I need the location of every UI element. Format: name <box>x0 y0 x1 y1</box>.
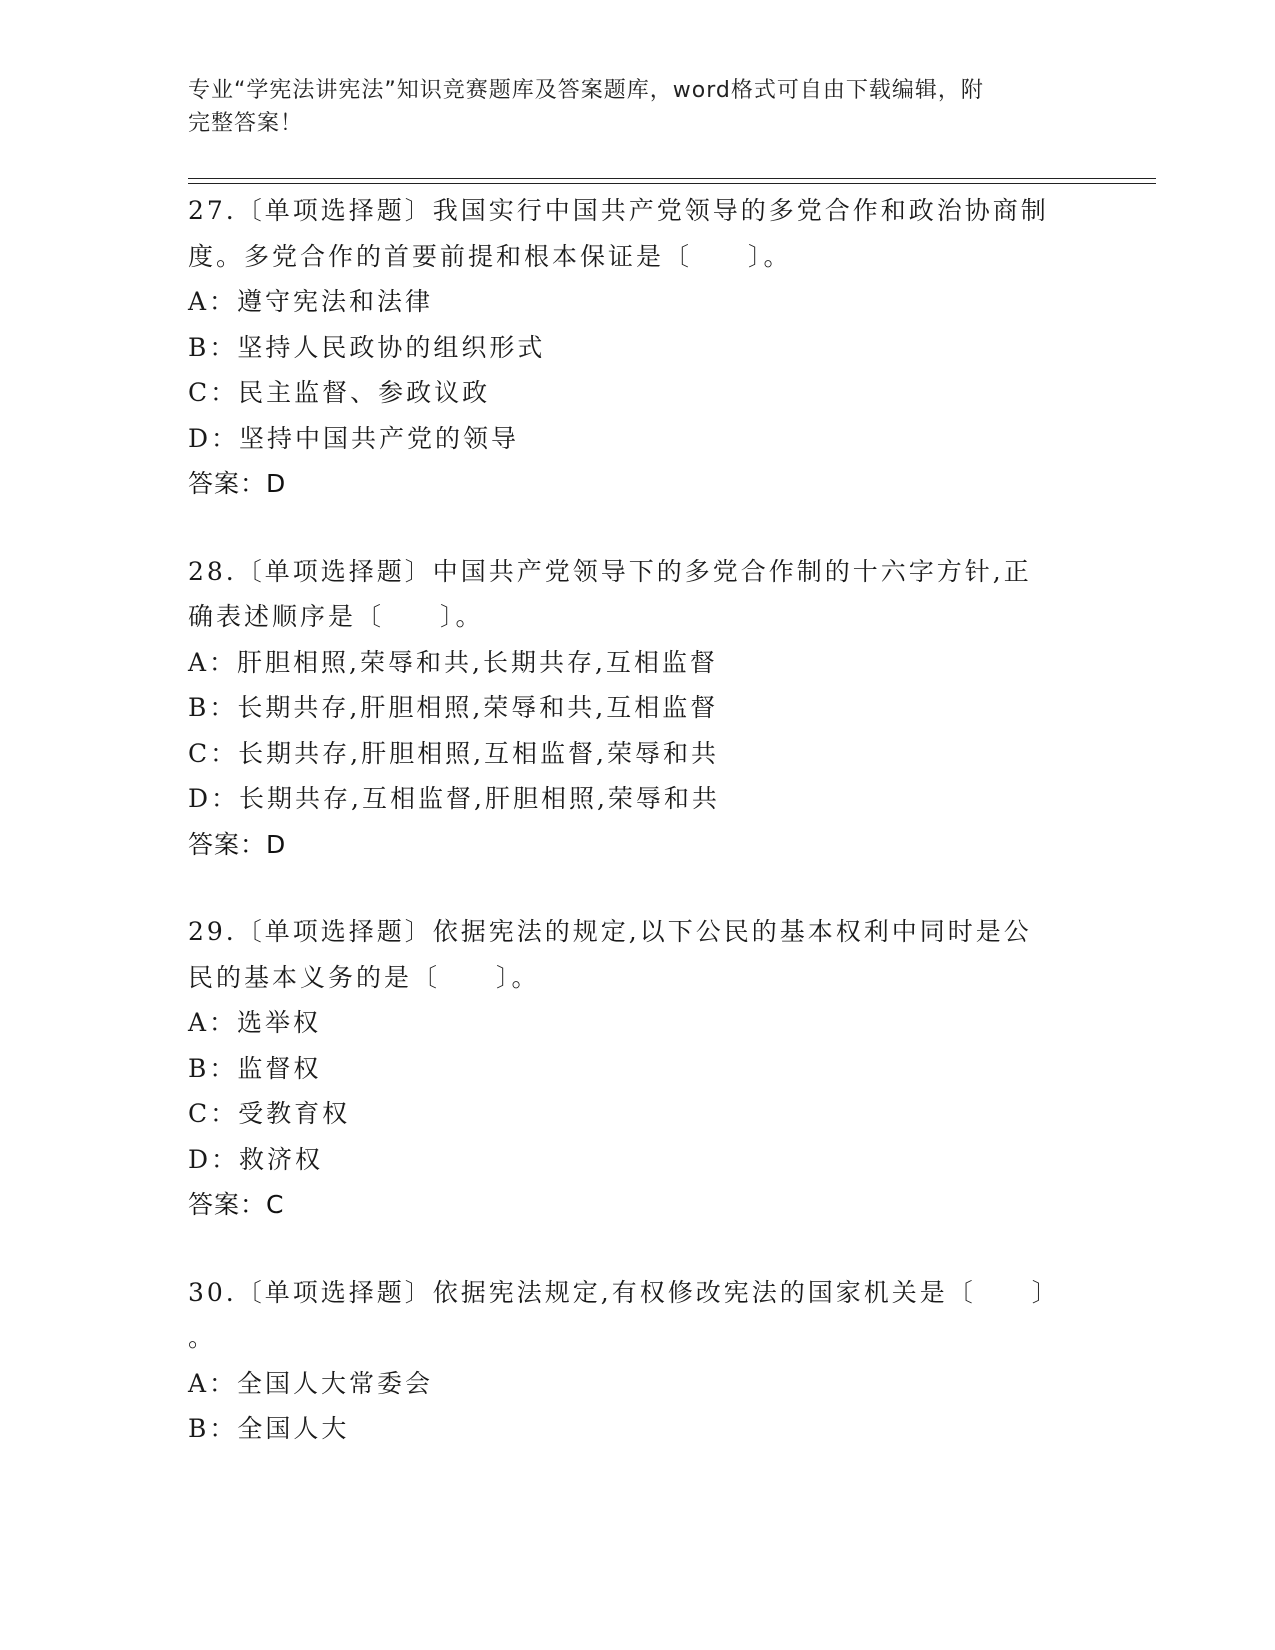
question-stem-line-1: 29.〔单项选择题〕依据宪法的规定,以下公民的基本权利中同时是公 <box>188 917 1032 946</box>
option-b: B：全国人大 <box>188 1414 350 1443</box>
option-c: C：长期共存,肝胆相照,互相监督,荣辱和共 <box>188 738 719 768</box>
option-d: D：救济权 <box>188 1144 324 1174</box>
header-line-1: 专业“学宪法讲宪法”知识竞赛题库及答案题库，word格式可自由下载编辑，附 <box>188 78 984 103</box>
option-d: D：长期共存,互相监督,肝胆相照,荣辱和共 <box>188 784 720 813</box>
answer: 答案：D <box>188 829 287 859</box>
option-a: A：全国人大常委会 <box>188 1368 434 1398</box>
question-stem-line-1: 30.〔单项选择题〕依据宪法规定,有权修改宪法的国家机关是〔 〕 <box>188 1277 1060 1307</box>
question-list <box>188 188 1088 1452</box>
option-a: A：选举权 <box>188 1008 322 1037</box>
document-header <box>188 74 1088 140</box>
option-b: B：坚持人民政协的组织形式 <box>188 332 546 362</box>
answer: 答案：D <box>188 469 287 498</box>
question-stem-line-1: 27.〔单项选择题〕我国实行中国共产党领导的多党合作和政治协商制 <box>188 196 1049 225</box>
question-28 <box>188 549 1088 868</box>
header-line-2: 完整答案！ <box>188 111 304 136</box>
header-divider-bottom <box>188 183 1156 184</box>
question-stem-line-2: 民的基本义务的是〔 〕。 <box>188 962 540 992</box>
question-stem-line-2: 确表述顺序是〔 〕。 <box>188 602 484 631</box>
question-stem-line-2: 。 <box>188 1323 217 1352</box>
option-c: C：民主监督、参政议政 <box>188 378 491 407</box>
answer: 答案：C <box>188 1190 285 1219</box>
option-d: D：坚持中国共产党的领导 <box>188 423 520 453</box>
question-30 <box>188 1270 1088 1452</box>
question-stem-line-2: 度。多党合作的首要前提和根本保证是〔 〕。 <box>188 241 792 271</box>
option-a: A：遵守宪法和法律 <box>188 287 434 316</box>
question-stem-line-1: 28.〔单项选择题〕中国共产党领导下的多党合作制的十六字方针,正 <box>188 556 1032 586</box>
option-b: B：监督权 <box>188 1053 322 1083</box>
question-29 <box>188 909 1088 1228</box>
question-27 <box>188 188 1088 507</box>
option-a: A：肝胆相照,荣辱和共,长期共存,互相监督 <box>188 647 718 677</box>
option-c: C：受教育权 <box>188 1099 351 1128</box>
option-b: B：长期共存,肝胆相照,荣辱和共,互相监督 <box>188 693 719 722</box>
header-divider-top <box>188 178 1156 179</box>
